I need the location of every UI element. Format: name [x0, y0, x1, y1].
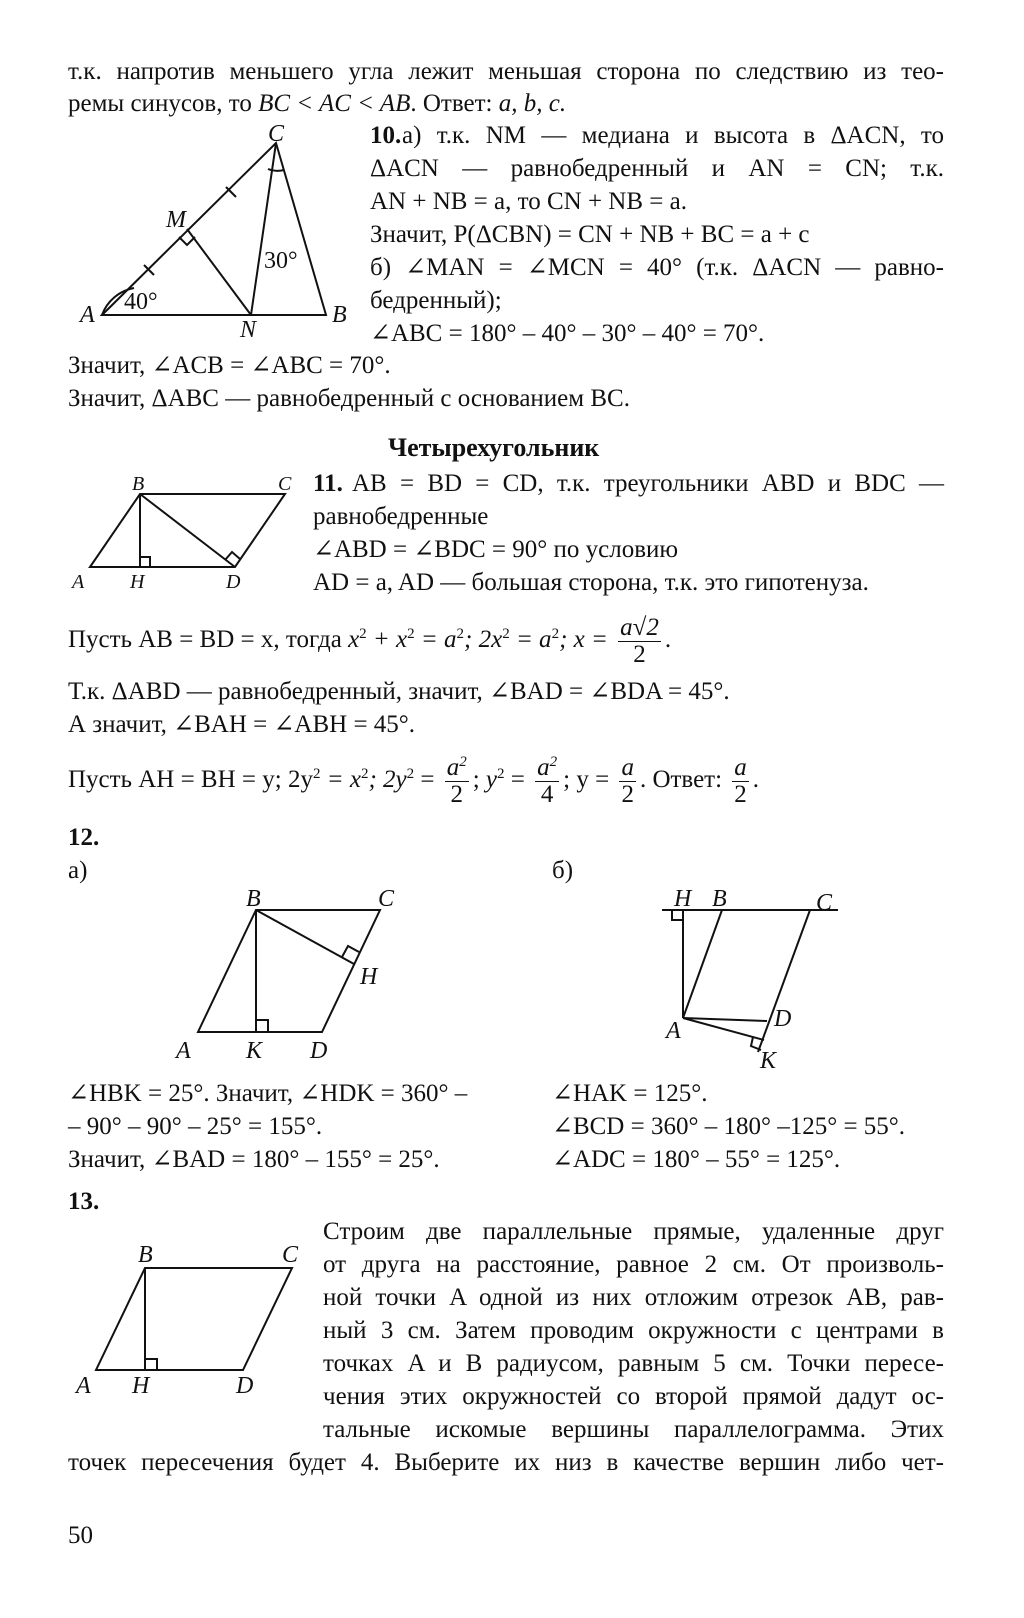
fig12b-label-b: B [712, 886, 727, 912]
p13-number-text: 13. [68, 1188, 100, 1215]
p12-label-a: а) [68, 857, 88, 884]
p11-frac2-den: 2 [450, 780, 463, 808]
fig10-label-b: B [332, 302, 347, 328]
p11-line-4: AD = a, AD — большая сторона, т.к. это гипотенуза. [313, 569, 869, 596]
intro-inequality: BC < AC < AB [258, 90, 411, 117]
p11-frac5-num: a [734, 753, 747, 781]
p11-let1-x2: + x [366, 626, 408, 653]
p12-number-text: 12. [68, 824, 100, 851]
p11-frac2-num-a: a [446, 753, 460, 781]
fig11-label-d: D [226, 571, 241, 593]
intro-text: ремы синусов, то [68, 90, 252, 117]
fig13-label-b: B [138, 1242, 153, 1268]
p12-left-2: – 90° – 90° – 25° = 155°. [68, 1113, 323, 1140]
p11-line-3: ∠ABD = ∠BDC = 90° по условию [313, 536, 679, 563]
p11-let1-a: = a [414, 626, 457, 653]
intro-line-2 [68, 88, 566, 120]
p11-answer-label: . Ответ: [639, 766, 723, 793]
p11-semi: ; [472, 766, 480, 793]
fig12b-label-k: K [760, 1048, 777, 1074]
section-title: Четырехугольник [388, 433, 600, 462]
p10-line-2: ΔACN — равнобедренный и AN = CN; т.к. [370, 155, 944, 182]
fig11-label-b: B [132, 473, 145, 495]
fig13-label-a: A [76, 1373, 91, 1399]
p12-right-1: ∠HAK = 125°. [552, 1080, 708, 1107]
fig11-label-c: C [278, 473, 292, 495]
p11-tk: Т.к. ΔABD — равнобедренный, значит, ∠BAD = ∠BDA = 45°. [68, 678, 730, 705]
page-number: 50 [68, 1522, 93, 1549]
p11-frac3-num [535, 755, 559, 782]
figure-12a-parallelogram [170, 880, 430, 1070]
fig12a-label-k: K [246, 1038, 263, 1064]
p11-sq: 2 [497, 766, 505, 782]
p11-dot: . [752, 766, 760, 793]
p11-let2-2y: ; 2y [368, 766, 407, 793]
p12-right-3: ∠ADC = 180° – 55° = 125°. [552, 1146, 841, 1173]
p11-number [313, 468, 343, 500]
p12-label-b: б) [552, 857, 574, 884]
p11-line-2: равнобедренные [313, 503, 489, 530]
p11-let1-text: Пусть AB = BD = x, тогда [68, 626, 342, 653]
figure-13-parallelogram [72, 1238, 312, 1398]
p13-line-6: чения этих окружностей со второй прямой дадут ос- [323, 1383, 944, 1410]
p11-frac4 [619, 755, 636, 808]
intro-answer: a, b, c. [498, 90, 567, 117]
p13-line-1: Строим две параллельные прямые, удаленные друг [323, 1218, 944, 1245]
fig11-label-a: A [72, 571, 85, 593]
p11-sq: 2 [551, 626, 560, 642]
p11-frac2 [445, 755, 469, 808]
p11-let1-xeq: ; x = [559, 626, 608, 653]
fig12b-label-a: A [666, 1018, 681, 1044]
p10-number-text: 10. [370, 122, 402, 149]
fig12b-label-h: H [674, 886, 692, 912]
p11-frac5 [732, 755, 749, 808]
p11-let1: Пусть AB = BD = x, тогда $x^2 + x^2 = a^2$; $2x^2 = a^2$; x = $\frac{a√2}{2}$ . [68, 613, 672, 668]
fig12b-label-d: D [774, 1006, 792, 1032]
p13-line-5: точках A и B радиусом, равным 5 см. Точки пересе- [323, 1350, 944, 1377]
fig12b-label-c: C [816, 890, 833, 916]
p11-sq: 2 [456, 626, 465, 642]
p11-sq: 2 [502, 626, 510, 642]
fig11-label-h: H [130, 571, 145, 593]
p12-right-2: ∠BCD = 360° – 180° –125° = 55°. [552, 1113, 906, 1140]
p10-line-1: а) т.к. NM — медиана и высота в ΔACN, то [402, 122, 944, 149]
p11-frac1-num: a√2 [620, 613, 659, 641]
fig10-label-a: A [80, 302, 95, 328]
p11-sq: 2 [407, 626, 415, 642]
fig12a-label-d: D [310, 1038, 328, 1064]
p13-line-7: тальные искомые вершины параллелограмма. Этих [323, 1416, 944, 1443]
p10-line-6: бедренный); [370, 287, 502, 314]
fig10-label-m: M [166, 207, 186, 233]
fig12a-label-h: H [360, 964, 378, 990]
p10-line-5: б) ∠MAN = ∠MCN = 40° (т.к. ΔACN — равно- [370, 254, 944, 281]
p10-number [370, 120, 401, 152]
p11-line-1: AB = BD = CD, т.к. треугольники ABD и BDC — [352, 470, 944, 497]
p11-sq: 2 [359, 626, 367, 642]
p11-let1-2x: ; 2x [464, 626, 503, 653]
fig10-label-n: N [240, 317, 257, 343]
fig13-label-c: C [282, 1242, 299, 1268]
fig10-angle-c: 30° [264, 248, 298, 274]
p11-number-text: 11. [313, 470, 343, 497]
p11-let1-a2: = a [509, 626, 552, 653]
p11-frac3 [535, 755, 559, 808]
p11-y: y [485, 766, 498, 793]
intro-line-1: т.к. напротив меньшего угла лежит меньшая сторона по следствию из тео- [68, 58, 944, 85]
p11-y-eq: ; y = [563, 766, 610, 793]
fig12a-label-b: B [246, 886, 261, 912]
p11-frac3-den: 4 [540, 780, 554, 808]
p13-number [68, 1186, 99, 1218]
p13-last-line: точек пересечения будет 4. Выберите их низ в качестве вершин либо чет- [68, 1449, 944, 1476]
p11-sq: 2 [312, 766, 321, 782]
p11-let2-x: = x [320, 766, 361, 793]
p11-frac4-den: 2 [621, 780, 634, 808]
p11-frac3-num-a: a [537, 753, 550, 781]
p11-sq: 2 [406, 766, 415, 782]
p13-line-2: от друга на расстояние, равное 2 см. От произволь- [323, 1251, 944, 1278]
p11-frac5-den: 2 [734, 780, 747, 808]
p11-a-znachit: А значит, ∠BAH = ∠ABH = 45°. [68, 711, 416, 738]
p11-frac1-den: 2 [633, 640, 646, 668]
figure-11-parallelogram [70, 472, 310, 597]
fig10-label-c: C [268, 121, 285, 147]
p11-let2: Пусть AH = BH = y; $2y^2 = x^2$; $2y^2$ = $\frac{a^2}{2}$ ; $y^2$ = $\frac{a^2}{4}$ ; y = $\frac{a}{2}$ . Ответ: $\frac{a}{2}$ . [68, 753, 760, 808]
p11-let2-eq: = [414, 766, 435, 793]
p11-frac4-num: a [621, 753, 634, 781]
fig12a-label-c: C [378, 886, 395, 912]
fig13-label-d: D [236, 1373, 254, 1399]
p12-number [68, 822, 99, 854]
figure-12b-parallelogram [650, 880, 880, 1080]
p10-line-7: ∠ABC = 180° – 40° – 30° – 40° = 70°. [370, 320, 765, 347]
fig10-angle-a: 40° [124, 289, 158, 315]
p11-frac2-num [445, 755, 469, 782]
p11-sq: 2 [360, 766, 369, 782]
p12-left-1: ∠HBK = 25°. Значит, ∠HDK = 360° – [68, 1080, 468, 1107]
p10-line-4: Значит, P(ΔCBN) = CN + NB + BC = a + c [370, 221, 810, 248]
p11-sq: 2 [549, 753, 558, 770]
p10-after-1: Значит, ∠ACB = ∠ABC = 70°. [68, 352, 391, 379]
intro-answer-label: . Ответ: [410, 90, 493, 117]
p11-sq: 2 [459, 753, 467, 770]
p13-line-4: ный 3 см. Затем проводим окружности с центрами в [323, 1317, 944, 1344]
p11-let2-text: Пусть AH = BH = y; 2y [68, 766, 313, 793]
p10-line-3: AN + NB = a, то CN + NB = a. [370, 188, 687, 215]
fig13-label-h: H [132, 1373, 150, 1399]
p11-frac1 [618, 615, 661, 668]
p13-line-3: ной точки A одной из них отложим отрезок AB, рав- [323, 1284, 944, 1311]
fig12a-label-a: A [176, 1038, 191, 1064]
p11-let1-x: x [348, 626, 360, 653]
p10-after-2: Значит, ΔABC — равнобедренный с основанием BC. [68, 385, 630, 412]
figure-10-triangle [70, 121, 360, 343]
p12-left-3: Значит, ∠BAD = 180° – 155° = 25°. [68, 1146, 440, 1173]
